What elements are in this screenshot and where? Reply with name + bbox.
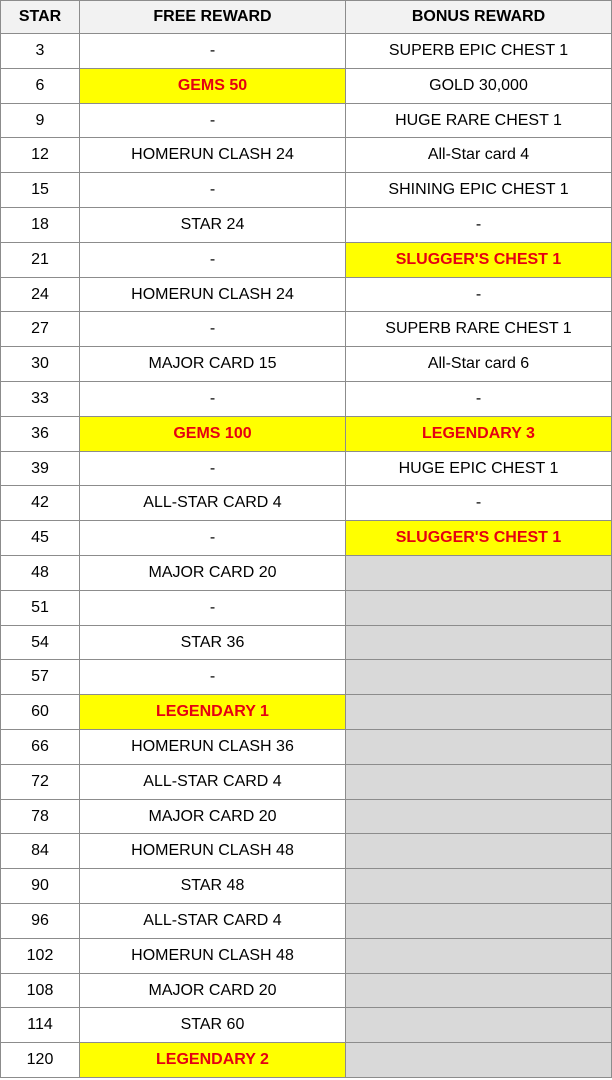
table-row: [1, 660, 612, 695]
star-cell: 27: [1, 312, 80, 347]
free-reward-cell: -: [80, 660, 346, 695]
table-row: [1, 834, 612, 869]
free-reward-cell: LEGENDARY 2: [80, 1043, 346, 1078]
table-row: [1, 729, 612, 764]
bonus-reward-cell: [346, 590, 612, 625]
star-cell: 120: [1, 1043, 80, 1078]
free-reward-cell: -: [80, 312, 346, 347]
star-cell: 21: [1, 242, 80, 277]
free-reward-cell: HOMERUN CLASH 24: [80, 138, 346, 173]
bonus-reward-cell: [346, 869, 612, 904]
free-reward-cell: HOMERUN CLASH 48: [80, 834, 346, 869]
bonus-reward-cell: [346, 729, 612, 764]
table-row: [1, 695, 612, 730]
bonus-reward-cell: SLUGGER'S CHEST 1: [346, 521, 612, 556]
table-row: [1, 347, 612, 382]
free-reward-cell: MAJOR CARD 20: [80, 555, 346, 590]
free-reward-cell: GEMS 50: [80, 68, 346, 103]
table-row: [1, 973, 612, 1008]
bonus-reward-cell: GOLD 30,000: [346, 68, 612, 103]
bonus-reward-cell: HUGE EPIC CHEST 1: [346, 451, 612, 486]
header-star: STAR: [1, 1, 80, 34]
table-row: [1, 277, 612, 312]
table-row: [1, 207, 612, 242]
free-reward-cell: LEGENDARY 1: [80, 695, 346, 730]
reward-rows: [1, 34, 612, 1078]
star-cell: 96: [1, 903, 80, 938]
header-row: [1, 1, 612, 34]
star-cell: 36: [1, 416, 80, 451]
star-cell: 45: [1, 521, 80, 556]
table-row: [1, 242, 612, 277]
table-row: [1, 34, 612, 69]
table-row: [1, 138, 612, 173]
bonus-reward-cell: [346, 695, 612, 730]
star-cell: 84: [1, 834, 80, 869]
star-cell: 48: [1, 555, 80, 590]
table-row: [1, 938, 612, 973]
star-cell: 108: [1, 973, 80, 1008]
star-cell: 39: [1, 451, 80, 486]
bonus-reward-cell: -: [346, 381, 612, 416]
table-row: [1, 869, 612, 904]
bonus-reward-cell: All-Star card 6: [346, 347, 612, 382]
star-cell: 114: [1, 1008, 80, 1043]
free-reward-cell: STAR 48: [80, 869, 346, 904]
star-cell: 15: [1, 173, 80, 208]
bonus-reward-cell: [346, 555, 612, 590]
free-reward-cell: -: [80, 590, 346, 625]
star-cell: 66: [1, 729, 80, 764]
bonus-reward-cell: [346, 1008, 612, 1043]
bonus-reward-cell: SLUGGER'S CHEST 1: [346, 242, 612, 277]
free-reward-cell: ALL-STAR CARD 4: [80, 764, 346, 799]
free-reward-cell: -: [80, 103, 346, 138]
star-cell: 54: [1, 625, 80, 660]
star-cell: 90: [1, 869, 80, 904]
table-row: [1, 173, 612, 208]
bonus-reward-cell: [346, 903, 612, 938]
bonus-reward-cell: -: [346, 486, 612, 521]
star-cell: 78: [1, 799, 80, 834]
bonus-reward-cell: [346, 834, 612, 869]
table-row: [1, 521, 612, 556]
star-cell: 102: [1, 938, 80, 973]
table-row: [1, 312, 612, 347]
header-free-reward: FREE REWARD: [80, 1, 346, 34]
star-cell: 51: [1, 590, 80, 625]
free-reward-cell: -: [80, 451, 346, 486]
star-cell: 24: [1, 277, 80, 312]
free-reward-cell: HOMERUN CLASH 36: [80, 729, 346, 764]
table-row: [1, 1043, 612, 1078]
table-row: [1, 590, 612, 625]
free-reward-cell: STAR 60: [80, 1008, 346, 1043]
star-cell: 57: [1, 660, 80, 695]
free-reward-cell: MAJOR CARD 20: [80, 799, 346, 834]
bonus-reward-cell: [346, 660, 612, 695]
bonus-reward-cell: [346, 1043, 612, 1078]
table-row: [1, 555, 612, 590]
bonus-reward-cell: [346, 764, 612, 799]
star-cell: 33: [1, 381, 80, 416]
header-bonus-reward: BONUS REWARD: [346, 1, 612, 34]
star-cell: 3: [1, 34, 80, 69]
bonus-reward-cell: SUPERB RARE CHEST 1: [346, 312, 612, 347]
free-reward-cell: HOMERUN CLASH 24: [80, 277, 346, 312]
free-reward-cell: MAJOR CARD 15: [80, 347, 346, 382]
table-row: [1, 68, 612, 103]
star-cell: 18: [1, 207, 80, 242]
star-cell: 30: [1, 347, 80, 382]
bonus-reward-cell: SHINING EPIC CHEST 1: [346, 173, 612, 208]
bonus-reward-cell: HUGE RARE CHEST 1: [346, 103, 612, 138]
star-cell: 72: [1, 764, 80, 799]
bonus-reward-cell: [346, 799, 612, 834]
table-row: [1, 416, 612, 451]
star-cell: 60: [1, 695, 80, 730]
free-reward-cell: -: [80, 521, 346, 556]
bonus-reward-cell: [346, 973, 612, 1008]
bonus-reward-cell: LEGENDARY 3: [346, 416, 612, 451]
star-cell: 6: [1, 68, 80, 103]
bonus-reward-cell: [346, 938, 612, 973]
free-reward-cell: -: [80, 381, 346, 416]
free-reward-cell: GEMS 100: [80, 416, 346, 451]
free-reward-cell: -: [80, 34, 346, 69]
bonus-reward-cell: [346, 625, 612, 660]
table-row: [1, 486, 612, 521]
free-reward-cell: STAR 36: [80, 625, 346, 660]
bonus-reward-cell: -: [346, 277, 612, 312]
table-row: [1, 625, 612, 660]
bonus-reward-cell: SUPERB EPIC CHEST 1: [346, 34, 612, 69]
table-row: [1, 903, 612, 938]
free-reward-cell: -: [80, 173, 346, 208]
free-reward-cell: ALL-STAR CARD 4: [80, 903, 346, 938]
free-reward-cell: ALL-STAR CARD 4: [80, 486, 346, 521]
table-row: [1, 103, 612, 138]
table-row: [1, 764, 612, 799]
free-reward-cell: STAR 24: [80, 207, 346, 242]
table-row: [1, 381, 612, 416]
free-reward-cell: -: [80, 242, 346, 277]
free-reward-cell: HOMERUN CLASH 48: [80, 938, 346, 973]
table-row: [1, 799, 612, 834]
bonus-reward-cell: -: [346, 207, 612, 242]
free-reward-cell: MAJOR CARD 20: [80, 973, 346, 1008]
table-row: [1, 1008, 612, 1043]
table-row: [1, 451, 612, 486]
bonus-reward-cell: All-Star card 4: [346, 138, 612, 173]
star-cell: 12: [1, 138, 80, 173]
star-cell: 42: [1, 486, 80, 521]
star-cell: 9: [1, 103, 80, 138]
